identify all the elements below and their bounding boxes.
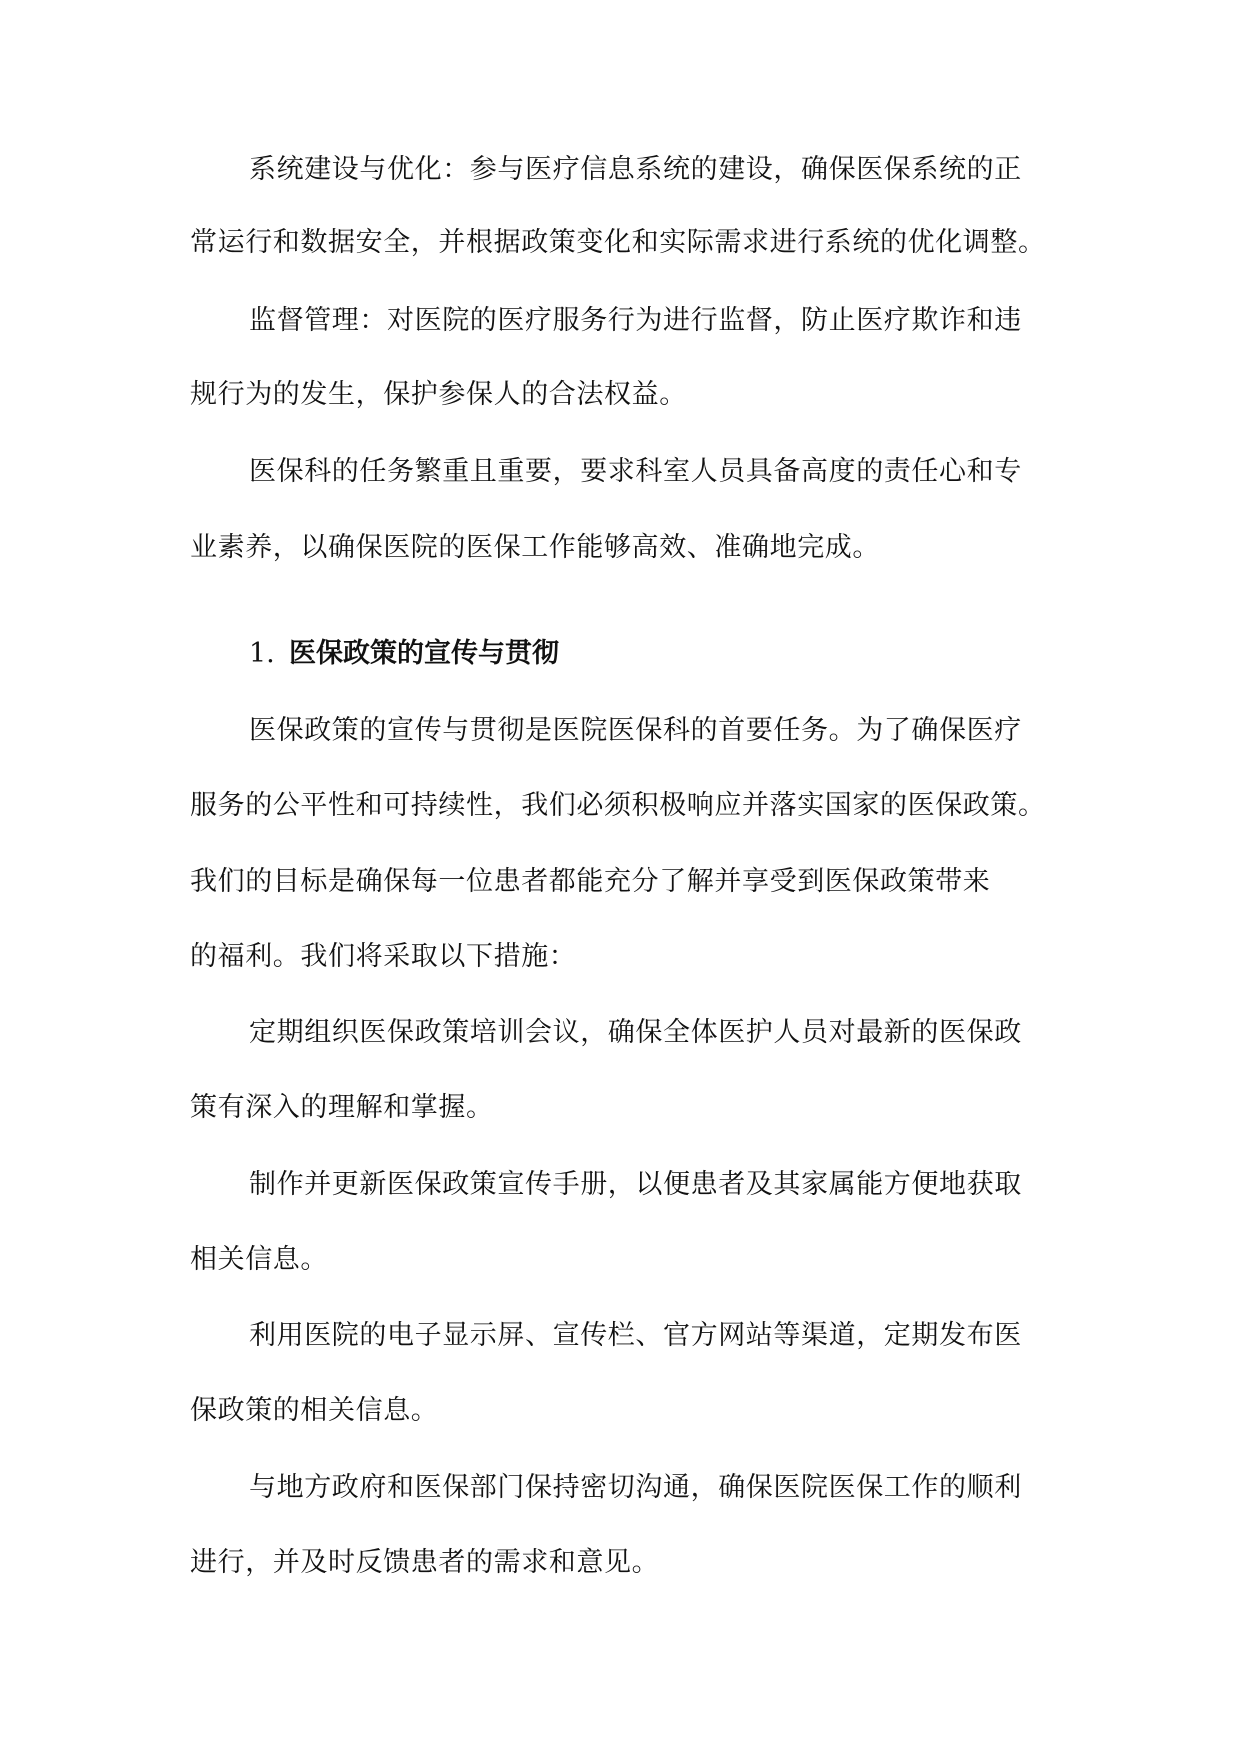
paragraph-communication-line-2: 进行，并及时反馈患者的需求和意见。 [190, 1547, 660, 1578]
paragraph-channels-line-2: 保政策的相关信息。 [190, 1395, 439, 1426]
paragraph-handbook-line-2: 相关信息。 [190, 1244, 328, 1275]
paragraph-supervision-line-1: 监督管理：对医院的医疗服务行为进行监督，防止医疗欺诈和违 [249, 305, 1022, 336]
paragraph-training-line-1: 定期组织医保政策培训会议，确保全体医护人员对最新的医保政 [249, 1017, 1022, 1048]
paragraph-summary-line-2: 业素养，以确保医院的医保工作能够高效、准确地完成。 [190, 532, 880, 563]
paragraph-training-line-2: 策有深入的理解和掌握。 [190, 1092, 494, 1123]
paragraph-intro-line-3: 我们的目标是确保每一位患者都能充分了解并享受到医保政策带来 [190, 866, 991, 897]
paragraph-communication-line-1: 与地方政府和医保部门保持密切沟通，确保医院医保工作的顺利 [249, 1472, 1022, 1503]
paragraph-system-line-2: 常运行和数据安全，并根据政策变化和实际需求进行系统的优化调整。 [190, 227, 1046, 258]
paragraph-summary-line-1: 医保科的任务繁重且重要，要求科室人员具备高度的责任心和专 [249, 456, 1022, 487]
section-title: 医保政策的宣传与贯彻 [289, 638, 559, 669]
paragraph-intro-line-1: 医保政策的宣传与贯彻是医院医保科的首要任务。为了确保医疗 [249, 715, 1022, 746]
paragraph-intro-line-2: 服务的公平性和可持续性，我们必须积极响应并落实国家的医保政策。 [190, 790, 1046, 821]
paragraph-supervision-line-2: 规行为的发生，保护参保人的合法权益。 [190, 379, 687, 410]
section-number: 1. [249, 638, 275, 669]
paragraph-handbook-line-1: 制作并更新医保政策宣传手册，以便患者及其家属能方便地获取 [249, 1169, 1022, 1200]
section-heading [249, 636, 559, 672]
paragraph-system-line-1: 系统建设与优化：参与医疗信息系统的建设，确保医保系统的正 [249, 154, 1022, 185]
paragraph-intro-line-4: 的福利。我们将采取以下措施： [190, 941, 577, 972]
paragraph-channels-line-1: 利用医院的电子显示屏、宣传栏、官方网站等渠道，定期发布医 [249, 1320, 1022, 1351]
